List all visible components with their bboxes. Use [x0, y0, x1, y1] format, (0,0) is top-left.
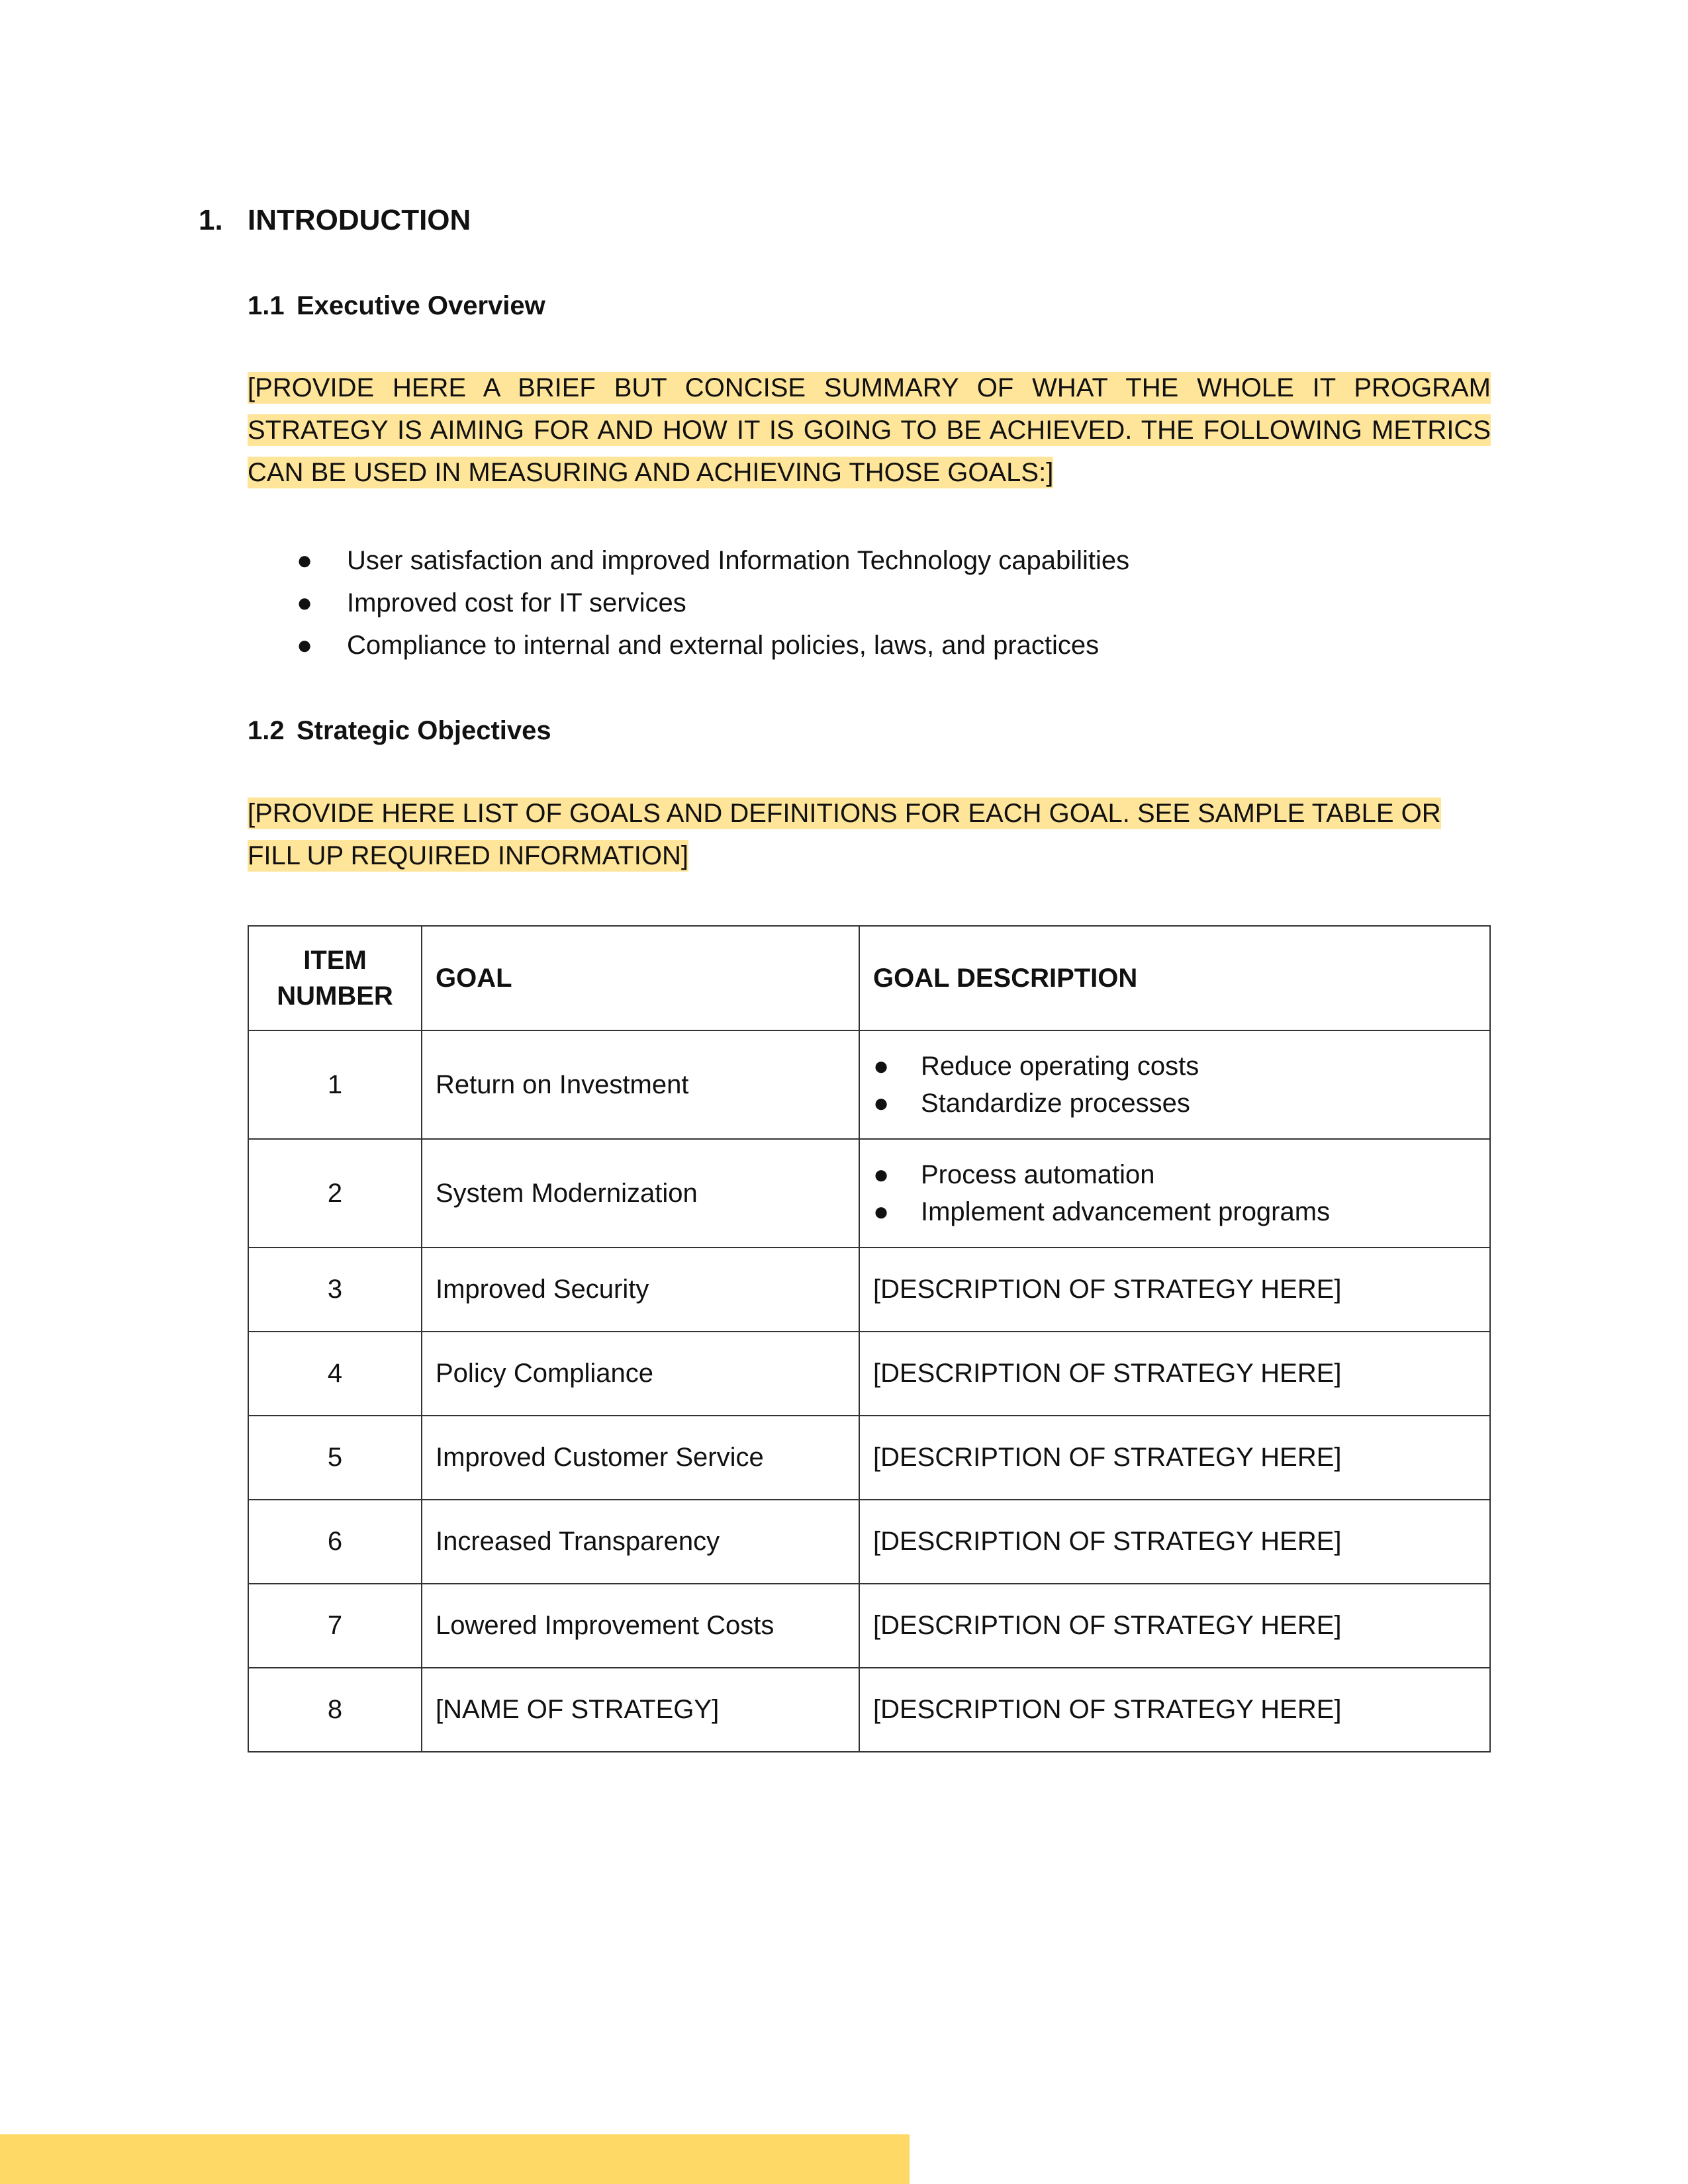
- goal-description: [859, 1139, 1490, 1248]
- table-row: [248, 1416, 1490, 1500]
- goal-description: [DESCRIPTION OF STRATEGY HERE]: [859, 1584, 1490, 1668]
- item-number: 3: [248, 1248, 422, 1332]
- description-list: [873, 1156, 1476, 1230]
- section-title: INTRODUCTION: [248, 204, 471, 236]
- goal-name: Improved Customer Service: [422, 1416, 859, 1500]
- goal-description: [859, 1030, 1490, 1139]
- list-item: [873, 1085, 1476, 1122]
- goal-description: [DESCRIPTION OF STRATEGY HERE]: [859, 1248, 1490, 1332]
- bullet-icon: ●: [873, 1052, 890, 1081]
- goal-name: Improved Security: [422, 1248, 859, 1332]
- table-row: [248, 1500, 1490, 1584]
- list-item: [297, 582, 1129, 624]
- bullet-icon: ●: [297, 546, 313, 575]
- list-item-text: Standardize processes: [921, 1089, 1190, 1118]
- subsection-heading-objectives: [248, 711, 551, 751]
- header-goal: GOAL: [422, 926, 859, 1030]
- bullet-icon: ●: [873, 1197, 890, 1226]
- header-goal-description: GOAL DESCRIPTION: [859, 926, 1490, 1030]
- bullet-icon: ●: [297, 631, 313, 660]
- subsection-heading-overview: [248, 286, 545, 326]
- goal-description: [DESCRIPTION OF STRATEGY HERE]: [859, 1668, 1490, 1752]
- item-number: 4: [248, 1332, 422, 1416]
- metrics-bullet-list: [297, 539, 1129, 666]
- goal-description: [DESCRIPTION OF STRATEGY HERE]: [859, 1416, 1490, 1500]
- list-item: [297, 624, 1129, 666]
- bullet-icon: ●: [873, 1089, 890, 1118]
- goals-table: [248, 925, 1491, 1752]
- table-row: [248, 1248, 1490, 1332]
- goal-name: [NAME OF STRATEGY]: [422, 1668, 859, 1752]
- subsection-title: Executive Overview: [297, 291, 545, 320]
- goal-name: Return on Investment: [422, 1030, 859, 1139]
- section-heading: [199, 199, 471, 242]
- table-row: [248, 1584, 1490, 1668]
- list-item-text: Compliance to internal and external policies, laws, and practices: [347, 631, 1100, 660]
- header-item-line2: NUMBER: [277, 981, 393, 1011]
- overview-placeholder: [248, 367, 1491, 494]
- list-item: [873, 1156, 1476, 1193]
- list-item: [297, 539, 1129, 582]
- list-item-text: User satisfaction and improved Information Technology capabilities: [347, 546, 1130, 575]
- item-number: 2: [248, 1139, 422, 1248]
- objectives-placeholder: [248, 792, 1491, 877]
- footer-accent-bar: [0, 2134, 910, 2184]
- header-item-number: [248, 926, 422, 1030]
- item-number: 6: [248, 1500, 422, 1584]
- list-item-text: Reduce operating costs: [921, 1052, 1199, 1081]
- goal-name: System Modernization: [422, 1139, 859, 1248]
- overview-placeholder-text: [PROVIDE HERE A BRIEF BUT CONCISE SUMMARY OF WHAT THE WHOLE IT PROGRAM STRATEGY IS AIMING FOR AND HOW IT IS GOING TO BE ACHIEVED. THE FOLLOWING METRICS CAN BE USED IN MEASURING AND ACHIEVING THOSE GOALS:]: [248, 373, 1491, 487]
- section-number: 1.: [199, 204, 223, 236]
- item-number: 1: [248, 1030, 422, 1139]
- list-item-text: Process automation: [921, 1160, 1155, 1189]
- bullet-icon: ●: [297, 588, 313, 617]
- table-header-row: [248, 926, 1490, 1030]
- item-number: 8: [248, 1668, 422, 1752]
- subsection-number: 1.2: [248, 716, 285, 745]
- goal-name: Lowered Improvement Costs: [422, 1584, 859, 1668]
- subsection-number: 1.1: [248, 291, 285, 320]
- list-item: [873, 1193, 1476, 1230]
- table-row: [248, 1030, 1490, 1139]
- list-item-text: Improved cost for IT services: [347, 588, 686, 617]
- goal-description: [DESCRIPTION OF STRATEGY HERE]: [859, 1332, 1490, 1416]
- item-number: 7: [248, 1584, 422, 1668]
- goal-description: [DESCRIPTION OF STRATEGY HERE]: [859, 1500, 1490, 1584]
- table-row: [248, 1332, 1490, 1416]
- table-row: [248, 1668, 1490, 1752]
- goal-name: Policy Compliance: [422, 1332, 859, 1416]
- item-number: 5: [248, 1416, 422, 1500]
- list-item-text: Implement advancement programs: [921, 1197, 1331, 1226]
- subsection-title: Strategic Objectives: [297, 716, 551, 745]
- goal-name: Increased Transparency: [422, 1500, 859, 1584]
- description-list: [873, 1048, 1476, 1122]
- header-item-line1: ITEM: [303, 946, 367, 975]
- table-row: [248, 1139, 1490, 1248]
- bullet-icon: ●: [873, 1160, 890, 1189]
- objectives-placeholder-text: [PROVIDE HERE LIST OF GOALS AND DEFINITIONS FOR EACH GOAL. SEE SAMPLE TABLE OR FILL UP REQUIRED INFORMATION]: [248, 799, 1441, 870]
- list-item: [873, 1048, 1476, 1085]
